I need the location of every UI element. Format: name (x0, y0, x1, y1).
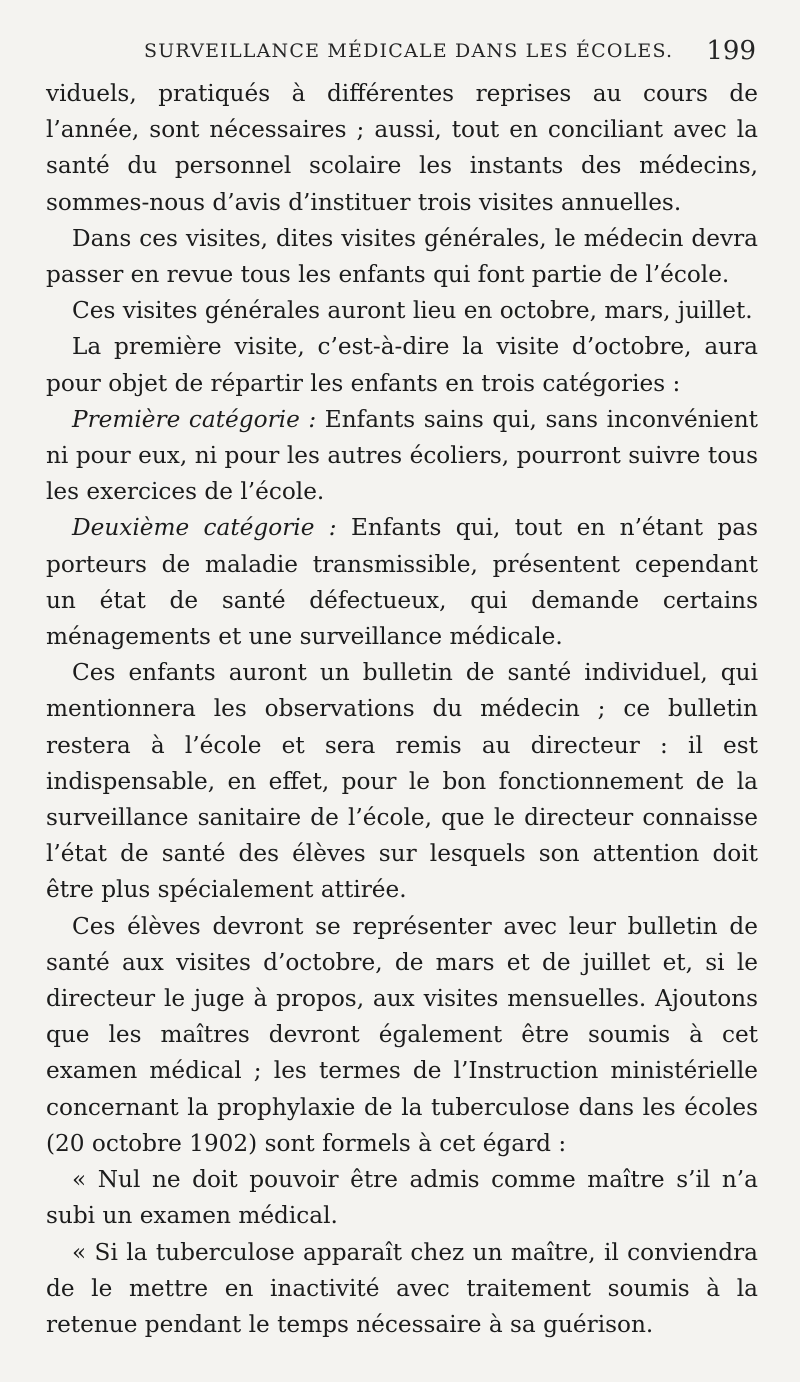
paragraph-text: Ces enfants auront un bulletin de santé individuel, qui mentionnera les observations du médecin ; ce bulletin restera à l’école et sera remis au directeur : il est indispensable, en effet, pour le bon fonctionnement de la surveillance sanitaire de l’école, que le directeur connaisse l’état de santé des élèves sur lesquels son attention doit être plus spécialement attirée. (46, 659, 758, 904)
running-head (0, 36, 800, 68)
category-label: Deuxième catégorie : (72, 514, 337, 542)
category-paragraph (46, 402, 758, 511)
quote-paragraph (46, 1162, 758, 1234)
paragraph (46, 655, 758, 908)
paragraph (46, 909, 758, 1162)
category-label: Première catégorie : (72, 405, 317, 433)
paragraph (46, 293, 758, 329)
running-title: SURVEILLANCE MÉDICALE DANS LES ÉCOLES. (144, 40, 674, 62)
paragraph-text: Ces élèves devront se représenter avec leur bulletin de santé aux visites d’octobre, de mars et de juillet et, si le directeur le juge à propos, aux visites mensuelles. Ajoutons que les maîtres devront également être soumis à cet examen médical ; les termes de l’Instruction ministérielle concernant la prophylaxie de la tuberculose dans les écoles (20 octobre 1902) sont formels à cet égard : (46, 912, 758, 1157)
paragraph-text: La première visite, c’est-à-dire la visite d’octobre, aura pour objet de répartir les enfants en trois catégories : (46, 333, 758, 397)
paragraph (46, 329, 758, 401)
paragraph-text: Enfants qui, tout en n’étant pas porteurs de maladie transmissible, présentent cependant un état de santé défectueux, qui demande certains ménagements et une surveillance médicale. (46, 514, 758, 651)
paragraph-text: « Si la tuberculose apparaît chez un maître, il conviendra de le mettre en inactivité avec traitement soumis à la retenue pendant le temps nécessaire à sa guérison. (46, 1238, 758, 1338)
paragraph-continuation (46, 76, 758, 221)
category-paragraph (46, 510, 758, 655)
paragraph-text: « Nul ne doit pouvoir être admis comme maître s’il n’a subi un examen médical. (46, 1166, 758, 1230)
body-text (46, 76, 758, 1343)
paragraph-text: Dans ces visites, dites visites générales, le médecin devra passer en revue tous les enfants qui font partie de l’école. (46, 224, 758, 289)
page-number: 199 (706, 36, 756, 66)
paragraph (46, 221, 758, 293)
quote-paragraph (46, 1235, 758, 1344)
paragraph-text: Ces visites générales auront lieu en octobre, mars, juillet. (72, 297, 753, 325)
paragraph-text: viduels, pratiqués à différentes reprises au cours de l’année, sont nécessaires ; aussi, tout en conciliant avec la santé du personnel scolaire les instants des médecins, sommes-nous d’avis d’instituer trois visites annuelles. (46, 80, 758, 216)
paragraph-text: Enfants sains qui, sans inconvénient ni pour eux, ni pour les autres écoliers, pourront suivre tous les exercices de l’école. (46, 405, 758, 506)
